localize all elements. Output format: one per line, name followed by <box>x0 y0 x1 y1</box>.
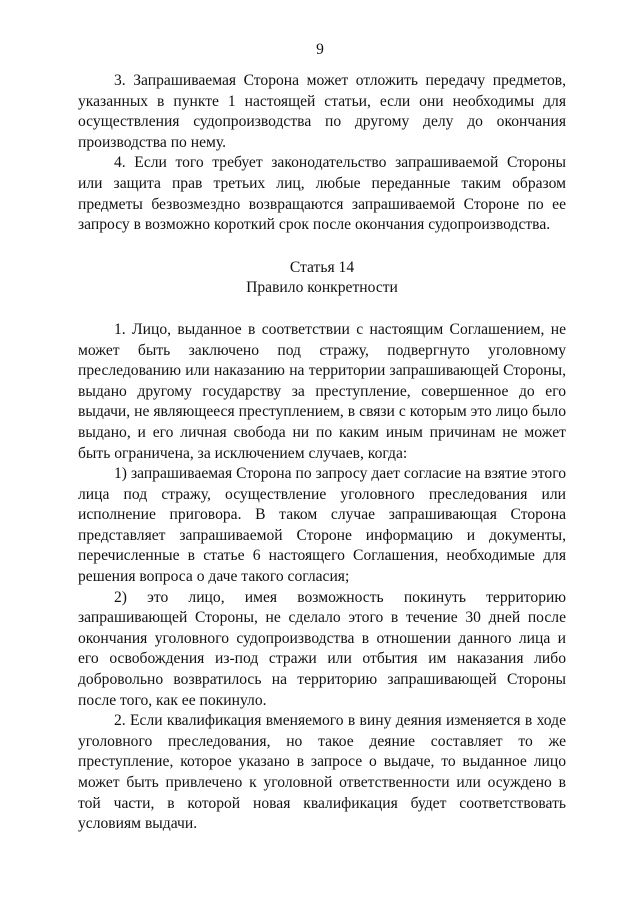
article-paragraph-1: 1. Лицо, выданное в соответствии с настоящим Соглашением, не может быть заключено под стражу, подвергнуто уголовному преследованию или наказанию на территории запрашивающей Стороны, выдано другому государству за преступление, совершенное до его выдачи, не являющееся преступлением, в связи с которым это лицо было выдано, и его личная свобода ни по каким иным причинам не может быть ограничена, за исключением случаев, когда: <box>78 320 566 462</box>
paragraph-4: 4. Если того требует законодательство запрашиваемой Стороны или защита прав третьих лиц, любые переданные таким образом предметы безвозмездно возвращаются запрашиваемой Стороне по ее запросу в возможно короткий срок после окончания судопроизводства. <box>78 154 566 234</box>
paragraph-3: 3. Запрашиваемая Сторона может отложить передачу предметов, указанных в пункте 1 настоящей статьи, если они необходимы для осуществления судопроизводства по другому делу до окончания производства по нему. <box>78 72 566 151</box>
article-number: Статья 14 <box>289 258 355 276</box>
page-number: 9 <box>316 41 324 58</box>
article-title: Правило конкретности <box>246 279 398 297</box>
article-subparagraph-1: 1) запрашиваемая Сторона по запросу дает согласие на взятие этого лица под стражу, осуществление уголовного преследования или исполнение приговора. В таком случае запрашивающая Сторона представляет запрашиваемой Стороне информацию и документы, перечисленные в статье 6 настоящего Соглашения, необходимые для решения вопроса о даче такого согласия; <box>78 465 566 586</box>
article-heading <box>78 258 566 299</box>
document-body <box>78 71 566 835</box>
article-paragraph-2: 2. Если квалификация вменяемого в вину деяния изменяется в ходе уголовного преследования, но такое деяние составляет то же преступление, которое указано в запросе о выдаче, то выданное лицо может быть привлечено к уголовной ответственности или осуждено в той части, в которой новая квалификация будет соответствовать условиям выдачи. <box>78 712 566 833</box>
article-subparagraph-2: 2) это лицо, имея возможность покинуть территорию запрашивающей Стороны, не сделало этого в течение 30 дней после окончания уголовного судопроизводства в отношении данного лица и его освобождения из-под стражи или отбытия им наказания либо добровольно возвратилось на территорию запрашивающей Стороны после того, как ее покинуло. <box>78 588 566 709</box>
section-spacer <box>78 299 566 320</box>
